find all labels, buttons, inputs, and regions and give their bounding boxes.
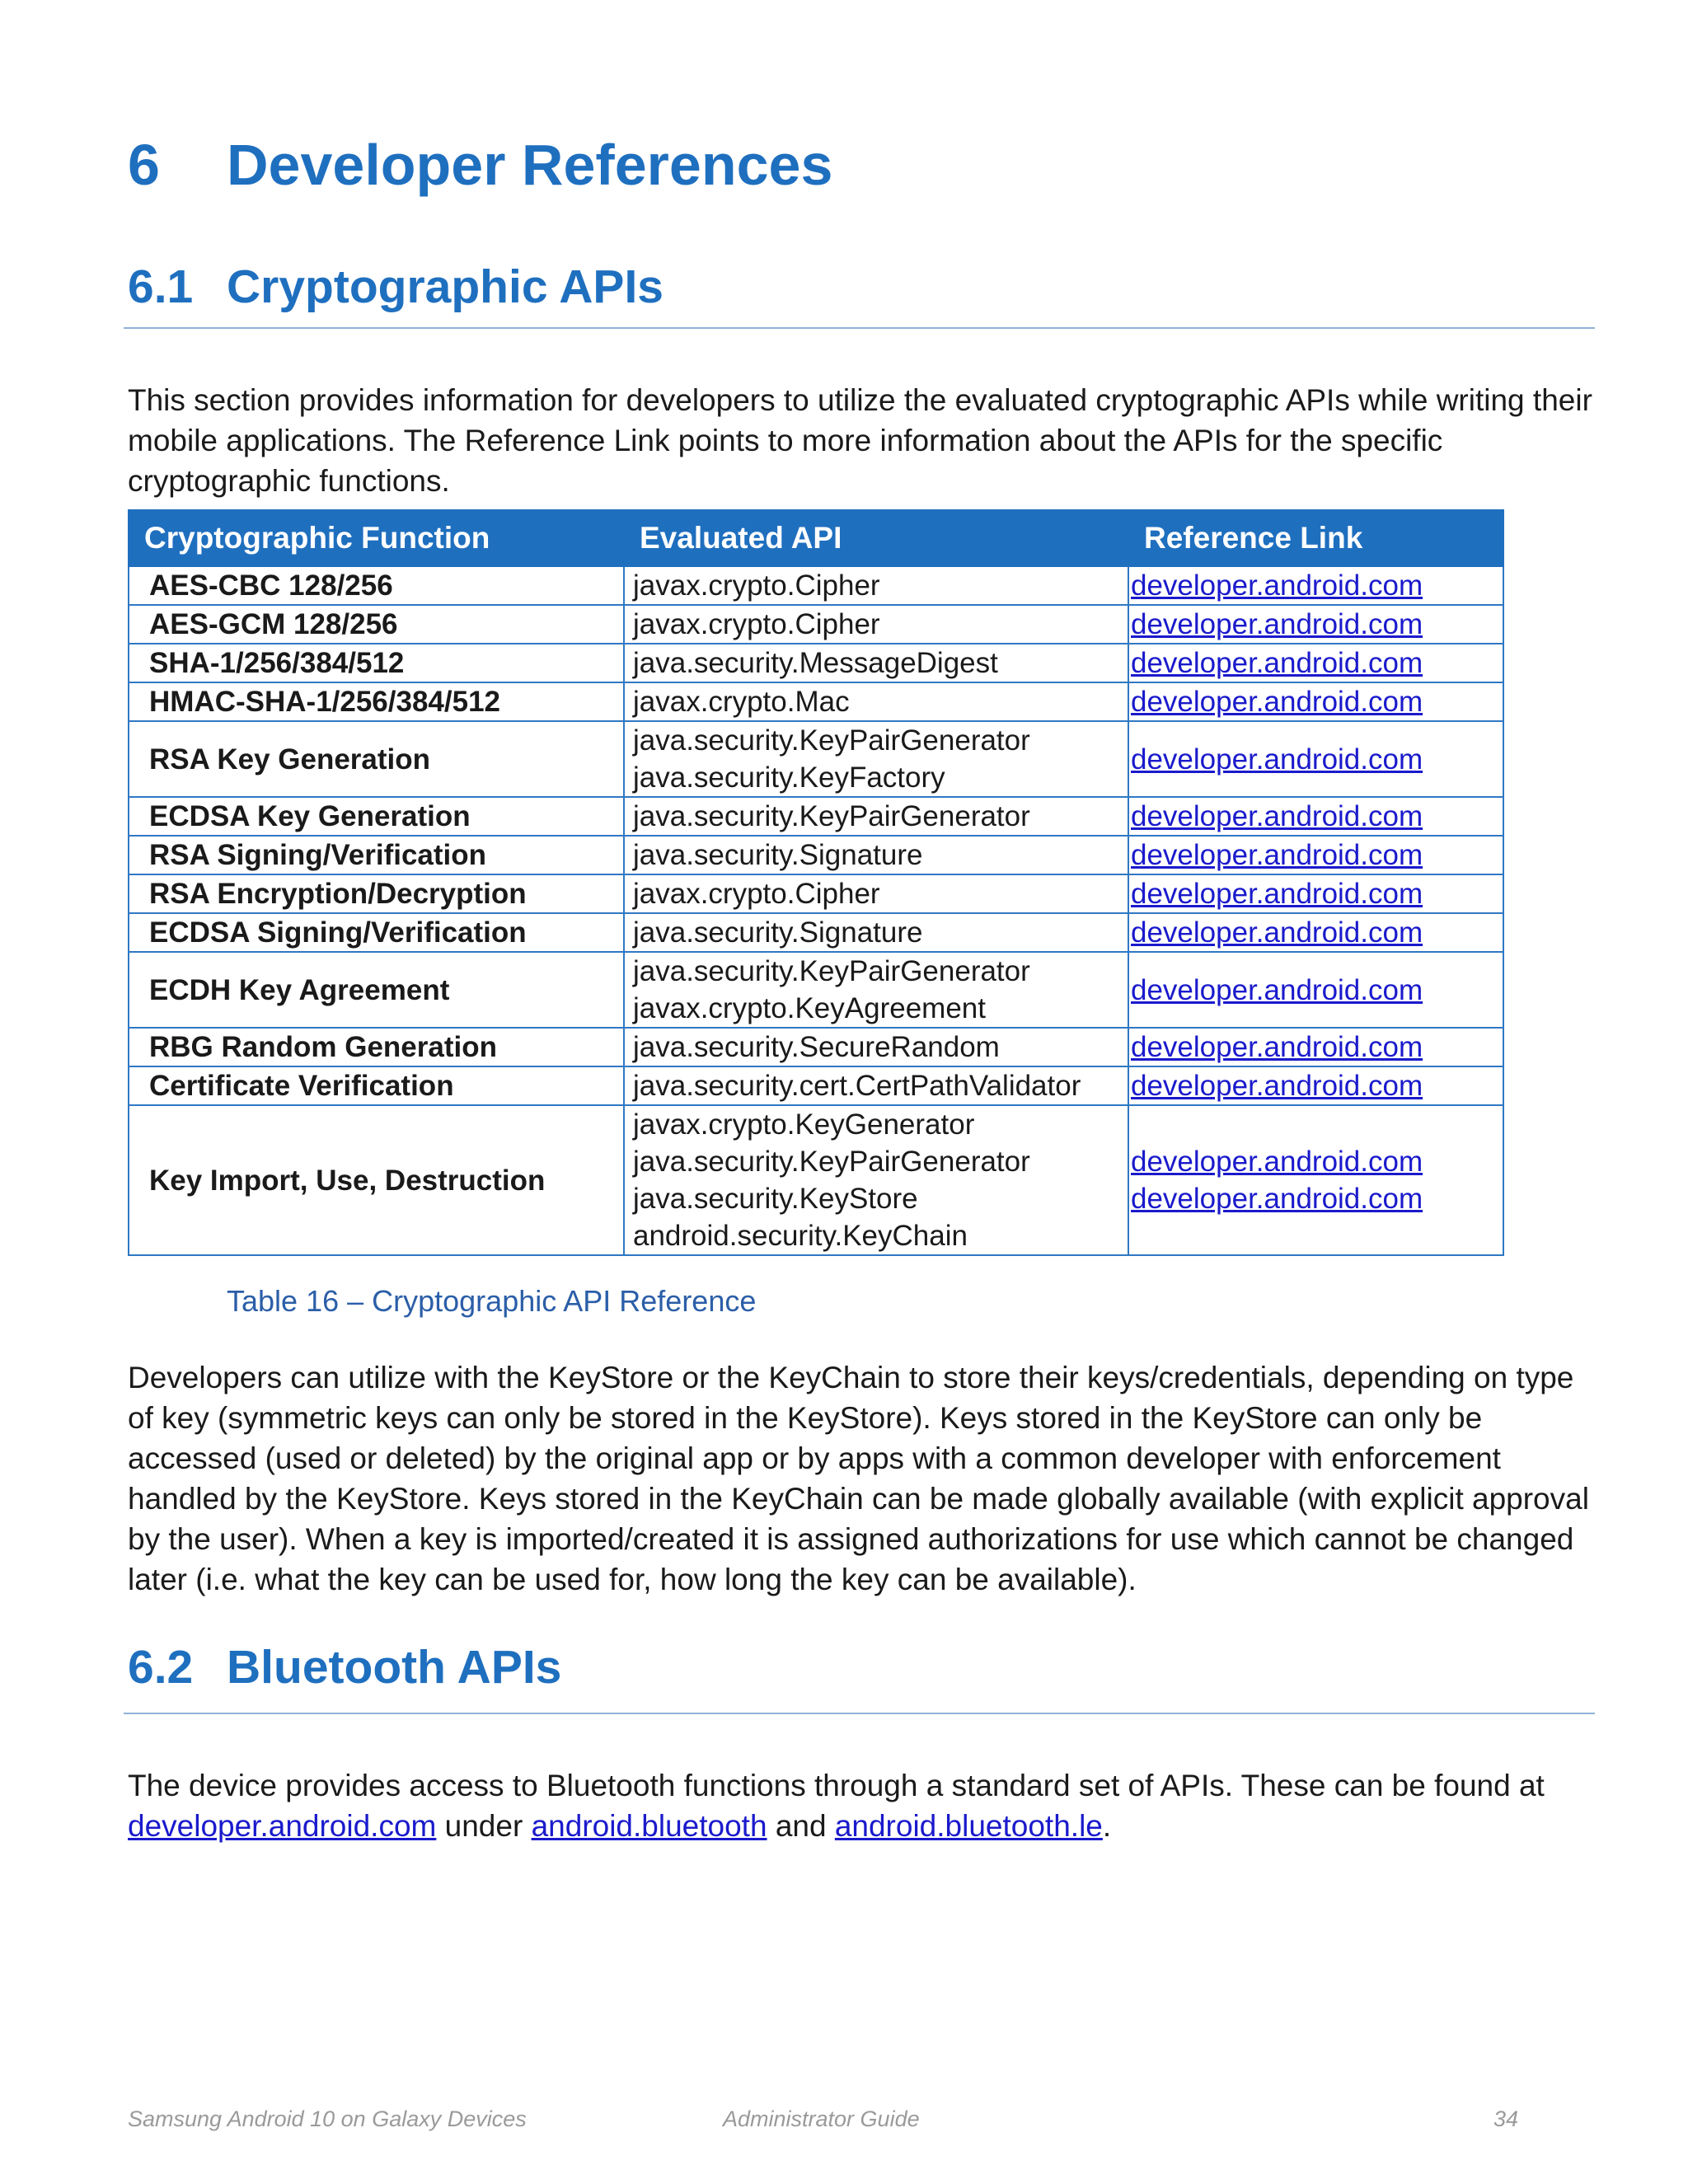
reference-link[interactable]: developer.android.com bbox=[1131, 1146, 1423, 1178]
table-row bbox=[129, 836, 1503, 874]
link-line bbox=[1131, 1143, 1503, 1180]
header-api: Evaluated API bbox=[624, 510, 1128, 566]
cell-function: Key Import, Use, Destruction bbox=[129, 1105, 624, 1255]
reference-link[interactable]: developer.android.com bbox=[1131, 1031, 1423, 1063]
api-name: javax.crypto.Cipher bbox=[633, 608, 880, 640]
cell-reference bbox=[1128, 836, 1503, 874]
link-line bbox=[1131, 875, 1503, 912]
cell-reference bbox=[1128, 1028, 1503, 1066]
cell-api bbox=[624, 913, 1128, 952]
footer-guide: Administrator Guide bbox=[723, 2107, 920, 2131]
api-name: javax.crypto.Mac bbox=[633, 686, 850, 718]
cell-reference bbox=[1128, 644, 1503, 682]
page-number: 34 bbox=[1493, 2107, 1519, 2131]
api-name: javax.crypto.KeyAgreement bbox=[633, 992, 986, 1024]
cell-function: SHA-1/256/384/512 bbox=[129, 644, 624, 682]
api-name: android.security.KeyChain bbox=[633, 1220, 968, 1252]
keystore-paragraph: Developers can utilize with the KeyStore or the KeyChain to store their keys/credentials, depending on type of key (symmetric keys can only be stored in the KeyStore). Keys stored in the KeyStore can only be accessed (used or deleted) by the original app or by apps with a common developer with enforcement handled by the KeyStore. Keys stored in the KeyChain can be made globally available (with explicit approval by the user). When a key is imported/created it is assigned authorizations for use which cannot be changed later (i.e. what the key can be used for, how long the key can be available). bbox=[128, 1361, 1589, 1596]
api-name: java.security.Signature bbox=[633, 839, 923, 871]
section-rule bbox=[124, 327, 1595, 329]
crypto-api-table bbox=[128, 509, 1504, 1256]
bluetooth-paragraph bbox=[128, 1765, 1595, 1846]
footer-title: Samsung Android 10 on Galaxy Devices bbox=[128, 2107, 527, 2131]
cell-api bbox=[624, 605, 1128, 644]
cell-reference bbox=[1128, 682, 1503, 721]
api-name: java.security.KeyStore bbox=[633, 1183, 918, 1215]
api-name: java.security.SecureRandom bbox=[633, 1031, 1000, 1063]
link-line bbox=[1131, 1029, 1503, 1066]
cell-api bbox=[624, 1028, 1128, 1066]
intro-paragraph: This section provides information for developers to utilize the evaluated cryptographic APIs while writing their mobile applications. The Reference Link points to more information about the APIs for the specific cryptographic functions. bbox=[128, 383, 1592, 498]
bluetooth-text: under bbox=[444, 1809, 523, 1843]
api-name: java.security.cert.CertPathValidator bbox=[633, 1070, 1081, 1102]
reference-link[interactable]: developer.android.com bbox=[1131, 800, 1423, 832]
link-line bbox=[1131, 972, 1503, 1009]
table-header-row bbox=[129, 510, 1503, 566]
api-name: java.security.KeyPairGenerator bbox=[633, 724, 1030, 757]
cell-api bbox=[624, 721, 1128, 797]
api-name: javax.crypto.KeyGenerator bbox=[633, 1108, 975, 1141]
api-name: java.security.MessageDigest bbox=[633, 647, 998, 679]
link-line bbox=[1131, 683, 1503, 720]
cell-function: HMAC-SHA-1/256/384/512 bbox=[129, 682, 624, 721]
cell-reference bbox=[1128, 952, 1503, 1028]
api-name: javax.crypto.Cipher bbox=[633, 878, 880, 910]
table-row bbox=[129, 797, 1503, 836]
api-name: java.security.KeyPairGenerator bbox=[633, 1146, 1030, 1178]
section-number: 6.1 bbox=[128, 260, 194, 313]
table-row bbox=[129, 721, 1503, 797]
cell-reference bbox=[1128, 874, 1503, 913]
table-row bbox=[129, 874, 1503, 913]
reference-link[interactable]: developer.android.com bbox=[1131, 1183, 1423, 1215]
chapter-heading bbox=[128, 132, 832, 198]
cell-api bbox=[624, 874, 1128, 913]
reference-link[interactable]: developer.android.com bbox=[1131, 973, 1423, 1006]
cell-reference bbox=[1128, 566, 1503, 605]
section-heading-crypto bbox=[128, 260, 663, 314]
link-line bbox=[1131, 1106, 1503, 1143]
reference-link[interactable]: developer.android.com bbox=[1131, 878, 1423, 910]
link-line bbox=[1131, 606, 1503, 643]
android-bluetooth-le-link[interactable]: android.bluetooth.le bbox=[834, 1809, 1103, 1843]
api-name: java.security.KeyPairGenerator bbox=[633, 800, 1030, 832]
section-heading-bluetooth bbox=[128, 1640, 561, 1694]
cell-function: RBG Random Generation bbox=[129, 1028, 624, 1066]
link-line bbox=[1131, 644, 1503, 682]
table-row bbox=[129, 1028, 1503, 1066]
table-row bbox=[129, 1105, 1503, 1255]
api-name: java.security.KeyPairGenerator bbox=[633, 955, 1030, 987]
cell-reference bbox=[1128, 797, 1503, 836]
header-function: Cryptographic Function bbox=[129, 510, 624, 566]
api-name: javax.crypto.Cipher bbox=[633, 569, 880, 602]
section-title: Bluetooth APIs bbox=[227, 1641, 562, 1694]
reference-link[interactable]: developer.android.com bbox=[1131, 608, 1423, 640]
cell-function: ECDSA Signing/Verification bbox=[129, 913, 624, 952]
chapter-title: Developer References bbox=[227, 133, 833, 197]
chapter-number: 6 bbox=[128, 133, 160, 197]
table-body bbox=[129, 566, 1503, 1255]
cell-function: ECDSA Key Generation bbox=[129, 797, 624, 836]
cell-reference bbox=[1128, 605, 1503, 644]
cell-reference bbox=[1128, 1105, 1503, 1255]
cell-function: RSA Key Generation bbox=[129, 721, 624, 797]
reference-link[interactable]: developer.android.com bbox=[1131, 569, 1423, 602]
table-row bbox=[129, 952, 1503, 1028]
cell-api bbox=[624, 566, 1128, 605]
cell-function: ECDH Key Agreement bbox=[129, 952, 624, 1028]
table-row bbox=[129, 682, 1503, 721]
link-line bbox=[1131, 1067, 1503, 1104]
cell-function: RSA Encryption/Decryption bbox=[129, 874, 624, 913]
table-caption: Table 16 – Cryptographic API Reference bbox=[227, 1284, 757, 1318]
reference-link[interactable]: developer.android.com bbox=[1131, 839, 1423, 871]
reference-link[interactable]: developer.android.com bbox=[1131, 686, 1423, 718]
cell-reference bbox=[1128, 913, 1503, 952]
api-name: java.security.Signature bbox=[633, 916, 923, 949]
cell-api bbox=[624, 797, 1128, 836]
link-line bbox=[1131, 837, 1503, 874]
bluetooth-text: The device provides access to Bluetooth functions through a standard set of APIs. These can be found at bbox=[128, 1769, 1545, 1802]
cell-api bbox=[624, 1105, 1128, 1255]
section-number: 6.2 bbox=[128, 1641, 194, 1694]
cell-api bbox=[624, 644, 1128, 682]
bluetooth-text: and bbox=[775, 1809, 827, 1843]
reference-link[interactable]: developer.android.com bbox=[1131, 743, 1423, 776]
link-line bbox=[1131, 914, 1503, 951]
cell-function: RSA Signing/Verification bbox=[129, 836, 624, 874]
cell-function: AES-GCM 128/256 bbox=[129, 605, 624, 644]
link-line bbox=[1131, 741, 1503, 778]
cell-reference bbox=[1128, 721, 1503, 797]
cell-api bbox=[624, 1066, 1128, 1105]
cell-function: Certificate Verification bbox=[129, 1066, 624, 1105]
developer-link[interactable]: developer.android.com bbox=[128, 1809, 437, 1843]
section-rule bbox=[124, 1713, 1595, 1714]
link-line bbox=[1131, 1217, 1503, 1254]
reference-link[interactable]: developer.android.com bbox=[1131, 916, 1423, 949]
table-row bbox=[129, 913, 1503, 952]
link-line bbox=[1131, 567, 1503, 604]
api-name: java.security.KeyFactory bbox=[633, 762, 945, 794]
cell-api bbox=[624, 836, 1128, 874]
table-row bbox=[129, 566, 1503, 605]
link-line bbox=[1131, 1180, 1503, 1217]
cell-function: AES-CBC 128/256 bbox=[129, 566, 624, 605]
cell-reference bbox=[1128, 1066, 1503, 1105]
table-row bbox=[129, 644, 1503, 682]
android-bluetooth-link[interactable]: android.bluetooth bbox=[531, 1809, 767, 1843]
header-reference: Reference Link bbox=[1128, 510, 1503, 566]
table-row bbox=[129, 1066, 1503, 1105]
section-title: Cryptographic APIs bbox=[227, 260, 663, 313]
reference-link[interactable]: developer.android.com bbox=[1131, 1070, 1423, 1102]
reference-link[interactable]: developer.android.com bbox=[1131, 647, 1423, 679]
link-line bbox=[1131, 798, 1503, 835]
table-row bbox=[129, 605, 1503, 644]
cell-api bbox=[624, 952, 1128, 1028]
bluetooth-text: . bbox=[1102, 1809, 1112, 1843]
cell-api bbox=[624, 682, 1128, 721]
